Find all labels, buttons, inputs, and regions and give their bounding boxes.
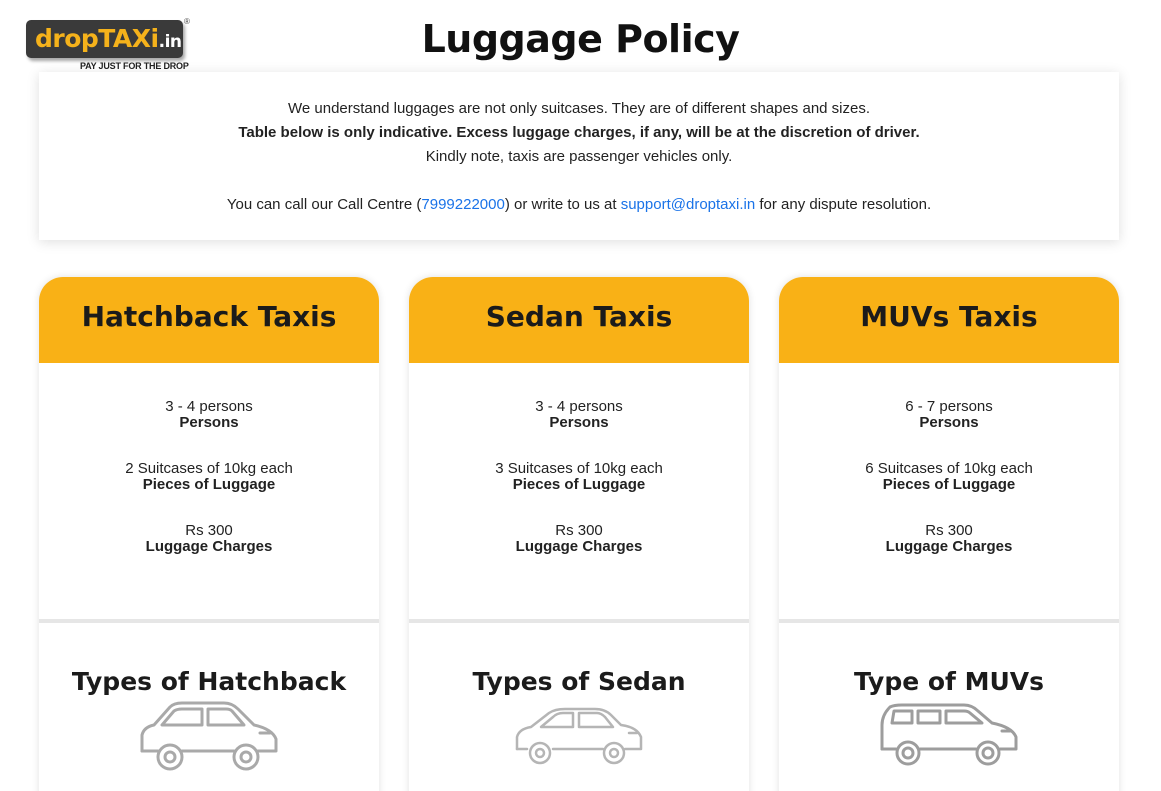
persons-label: Persons bbox=[549, 414, 609, 431]
page-title: Luggage Policy bbox=[421, 17, 740, 61]
charges-spec bbox=[409, 523, 749, 555]
luggage-spec bbox=[409, 461, 749, 493]
card-title: MUVs Taxis bbox=[779, 277, 1119, 363]
card-title: Hatchback Taxis bbox=[39, 277, 379, 363]
persons-label: Persons bbox=[919, 414, 979, 431]
registered-mark: ® bbox=[184, 17, 190, 26]
card-divider bbox=[779, 619, 1119, 623]
types-title: Types of Hatchback bbox=[71, 667, 347, 696]
support-email-link[interactable]: support@droptaxi.in bbox=[620, 196, 756, 213]
policy-info-panel bbox=[39, 72, 1119, 240]
card-divider bbox=[409, 619, 749, 623]
sedan-taxi-card bbox=[409, 277, 749, 791]
persons-label: Persons bbox=[179, 414, 239, 431]
hatchback-car-icon bbox=[136, 701, 282, 773]
contact-middle: ) or write to us at bbox=[504, 196, 621, 213]
card-divider bbox=[39, 619, 379, 623]
persons-spec bbox=[39, 399, 379, 431]
luggage-value: 2 Suitcases of 10kg each bbox=[125, 460, 293, 477]
luggage-label: Pieces of Luggage bbox=[512, 476, 646, 493]
muv-taxi-card bbox=[779, 277, 1119, 791]
hatchback-taxi-card bbox=[39, 277, 379, 791]
charges-label: Luggage Charges bbox=[885, 538, 1013, 555]
charges-label: Luggage Charges bbox=[145, 538, 273, 555]
logo-word-in: .in bbox=[158, 32, 182, 52]
info-line-passenger: Kindly note, taxis are passenger vehicles only. bbox=[425, 148, 733, 165]
muv-car-icon bbox=[878, 703, 1020, 767]
luggage-label: Pieces of Luggage bbox=[142, 476, 276, 493]
call-centre-phone-link[interactable]: 7999222000 bbox=[421, 196, 505, 213]
types-title: Types of Sedan bbox=[472, 667, 686, 696]
persons-value: 6 - 7 persons bbox=[905, 398, 993, 415]
charges-value: Rs 300 bbox=[925, 522, 973, 539]
persons-value: 3 - 4 persons bbox=[165, 398, 253, 415]
info-line-contact bbox=[39, 196, 1119, 213]
logo-word-taxi: TAXi bbox=[98, 24, 159, 53]
types-title: Type of MUVs bbox=[853, 667, 1045, 696]
card-title: Sedan Taxis bbox=[409, 277, 749, 363]
luggage-value: 3 Suitcases of 10kg each bbox=[495, 460, 663, 477]
luggage-label: Pieces of Luggage bbox=[882, 476, 1016, 493]
info-line-shapes: We understand luggages are not only suitcases. They are of different shapes and sizes. bbox=[287, 100, 871, 117]
contact-suffix: for any dispute resolution. bbox=[755, 196, 932, 213]
info-line-indicative: Table below is only indicative. Excess luggage charges, if any, will be at the discretion of driver. bbox=[238, 124, 920, 141]
luggage-spec bbox=[779, 461, 1119, 493]
contact-prefix: You can call our Call Centre ( bbox=[226, 196, 422, 213]
logo-tagline: PAY JUST FOR THE DROP bbox=[80, 61, 189, 71]
charges-spec bbox=[779, 523, 1119, 555]
logo-word-drop: drop bbox=[35, 24, 99, 53]
persons-value: 3 - 4 persons bbox=[535, 398, 623, 415]
persons-spec bbox=[409, 399, 749, 431]
luggage-value: 6 Suitcases of 10kg each bbox=[865, 460, 1033, 477]
persons-spec bbox=[779, 399, 1119, 431]
charges-value: Rs 300 bbox=[185, 522, 233, 539]
charges-label: Luggage Charges bbox=[515, 538, 643, 555]
charges-value: Rs 300 bbox=[555, 522, 603, 539]
sedan-car-icon bbox=[513, 707, 645, 767]
charges-spec bbox=[39, 523, 379, 555]
luggage-spec bbox=[39, 461, 379, 493]
